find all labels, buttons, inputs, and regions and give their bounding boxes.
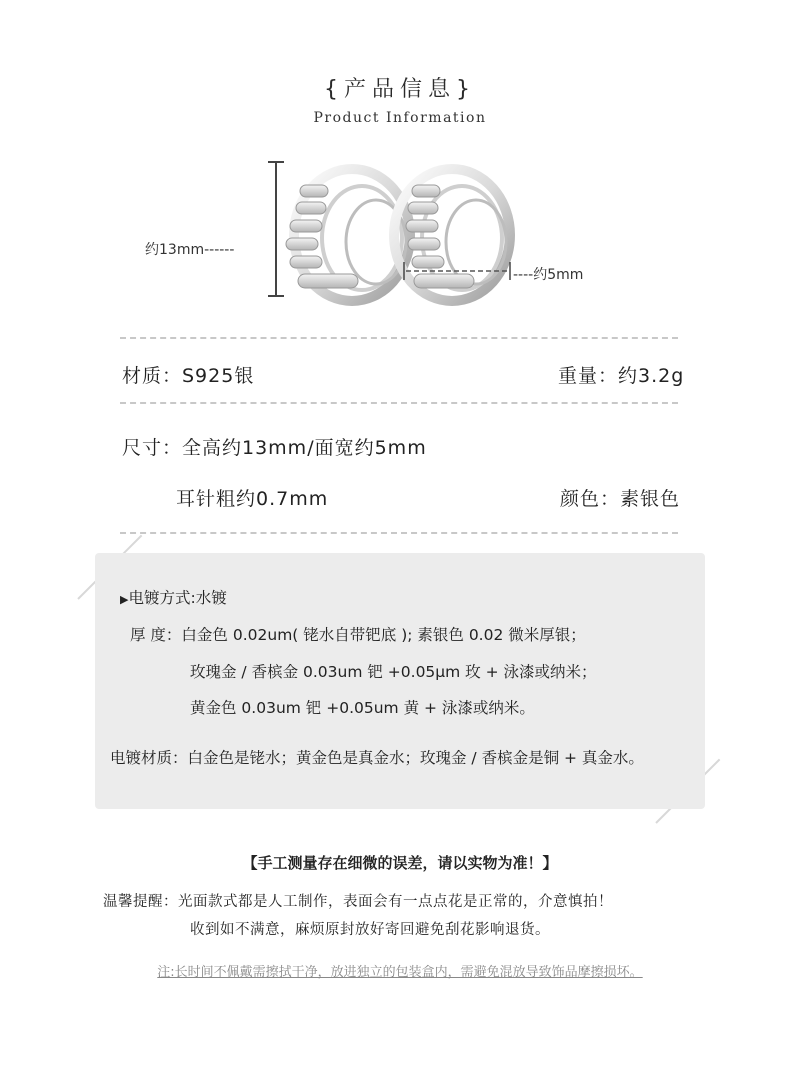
plating-thickness-line: 厚 度：白金色 0.02um( 铑水自带钯底 ); 素银色 0.02 微米厚银； — [130, 626, 586, 644]
triangle-bullet-icon: ▶ — [120, 593, 129, 606]
page-title: {产品信息} — [324, 77, 476, 102]
page-subtitle: Product Information — [313, 110, 487, 126]
material-spec: 材质：S925银 — [122, 365, 255, 387]
pin-spec: 耳针粗约0.7mm — [176, 488, 329, 510]
plating-method: ▶电镀方式:水镀 — [120, 589, 227, 607]
divider — [120, 337, 678, 339]
divider — [120, 402, 678, 404]
plating-thickness-line: 黄金色 0.03um 钯 +0.05um 黄 + 泳漆或纳米。 — [190, 699, 535, 717]
measurement-notice: 【手工测量存在细微的误差，请以实物为准！】 — [242, 854, 558, 872]
width-label: ----约5mm — [513, 267, 584, 283]
color-spec: 颜色：素银色 — [560, 488, 681, 510]
weight-spec: 重量：约3.2g — [558, 365, 685, 387]
care-tip: 收到如不满意，麻烦原封放好寄回避免刮花影响退货。 — [190, 922, 550, 938]
care-tip: 温馨提醒：光面款式都是人工制作，表面会有一点点花是正常的，介意慎拍！ — [103, 894, 613, 910]
divider — [120, 532, 678, 534]
earring-illustration — [130, 150, 650, 310]
size-spec: 尺寸：全高约13mm/面宽约5mm — [122, 437, 427, 459]
plating-thickness-line: 玫瑰金 / 香槟金 0.03um 钯 +0.05μm 玫 + 泳漆或纳米； — [190, 663, 597, 681]
plating-material: 电镀材质：白金色是铑水；黄金色是真金水；玫瑰金 / 香槟金是铜 + 真金水。 — [110, 749, 644, 767]
height-label: 约13mm------ — [145, 242, 235, 258]
footnote: 注:长时间不佩戴需擦拭干净，放进独立的包装盒内，需避免混放导致饰品摩擦损坏。 — [157, 965, 643, 980]
earrings-image — [130, 150, 650, 310]
